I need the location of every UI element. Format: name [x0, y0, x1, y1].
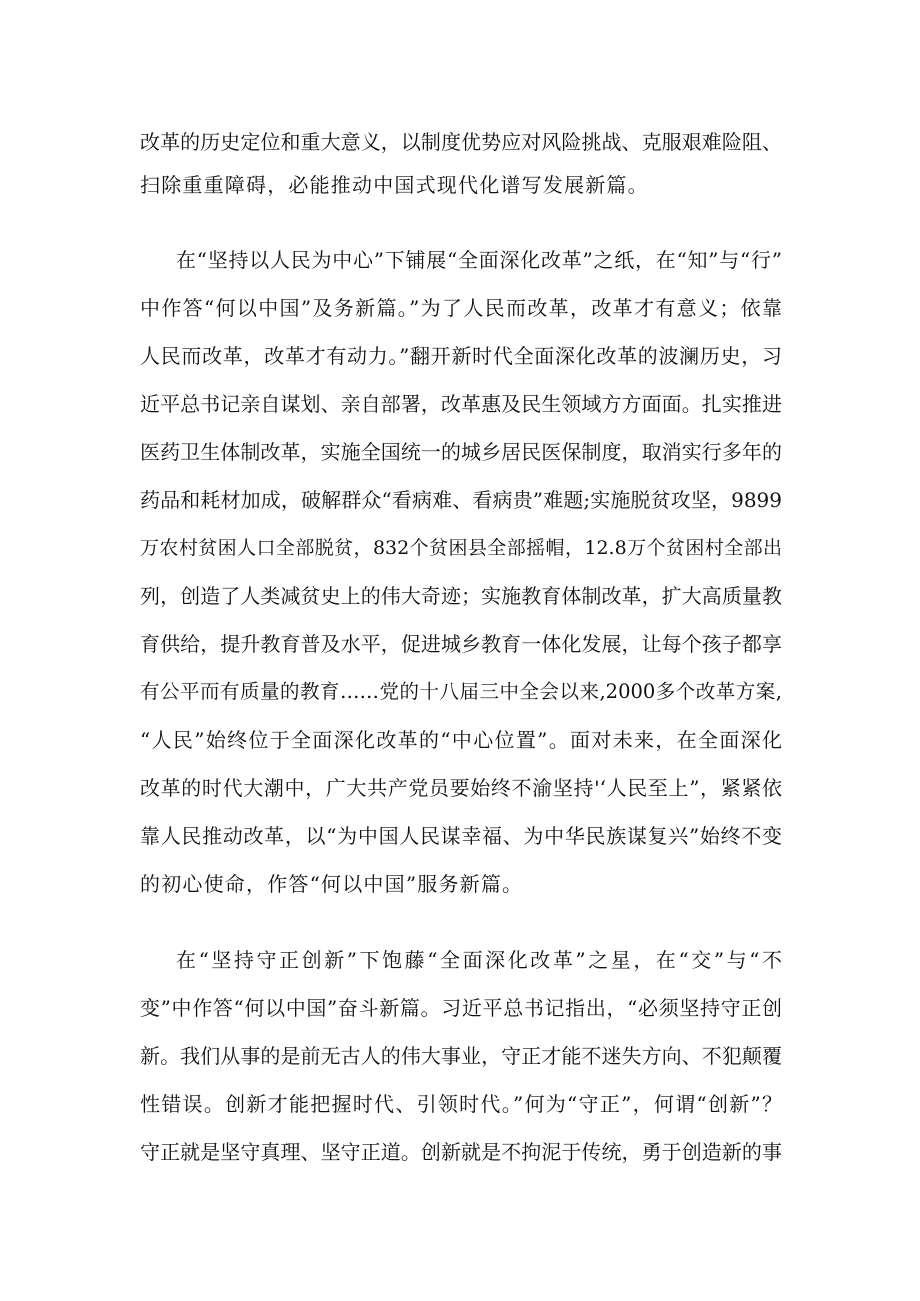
text-line: 中作答“何以中国”及务新篇。”为了人民而改革，改革才有意义；依靠 [140, 296, 782, 320]
text-line: 育供给，提升教育普及水平，促进城乡教育一体化发展，让每个孩子都享 [140, 632, 782, 656]
text-line: 靠人民推动改革，以“为中国人民谋幸福、为中华民族谋复兴”始终不变 [140, 824, 782, 848]
text-line: 改革的历史定位和重大意义，以制度优势应对风险挑战、克服艰难险阻、 [140, 130, 782, 154]
text-line: 新。我们从事的是前无古人的伟大事业，守正才能不迷失方向、不犯颠覆 [140, 1044, 782, 1068]
text-line: 在“坚持以人民为中心”下铺展“全面深化改革”之纸，在“知”与“行” [176, 248, 782, 272]
text-line: 有公平而有质量的教育……党的十八届三中全会以来,2000多个改革方案, [140, 680, 782, 703]
text-line: 万农村贫困人口全部脱贫，832个贫困县全部摇帽，12.8万个贫困村全部出 [140, 537, 782, 559]
text-line: 的初心使命，作答“何以中国”服务新篇。 [140, 872, 524, 896]
text-line: 变”中作答“何以中国”奋斗新篇。习近平总书记指出，“必须坚持守正创 [140, 996, 782, 1020]
text-line: 守正就是坚守真理、坚守正道。创新就是不拘泥于传统，勇于创造新的事 [140, 1140, 782, 1164]
text-line: 人民而改革，改革才有动力。”翻开新时代全面深化改革的波澜历史，习 [140, 344, 782, 368]
text-line: 改革的时代大潮中，广大共产党员要始终不渝坚持'‘人民至上”，紧紧依 [140, 776, 782, 800]
text-line: 医药卫生体制改革，实施全国统一的城乡居民医保制度，取消实行多年的 [140, 440, 782, 464]
text-line: “人民”始终位于全面深化改革的“中心位置”。面对未来，在全面深化 [140, 728, 782, 752]
text-line: 药品和耗材加成，破解群众“看病难、看病贵”难题;实施脱贫攻坚，9899 [140, 488, 782, 512]
text-line: 在“坚持守正创新”下饱藤“全面深化改革”之星，在“交”与“不 [176, 948, 782, 972]
text-line: 近平总书记亲自谋划、亲自部署，改革惠及民生领域方方面面。扎实推进 [140, 392, 782, 416]
text-line: 列，创造了人类减贫史上的伟大奇迹；实施教育体制改革，扩大高质量教 [140, 584, 782, 608]
text-line: 扫除重重障碍，必能推动中国式现代化谱写发展新篇。 [140, 173, 649, 197]
text-line: 性错误。创新才能把握时代、引领时代。”何为“守正”，何谓“创新”？ [140, 1092, 782, 1116]
